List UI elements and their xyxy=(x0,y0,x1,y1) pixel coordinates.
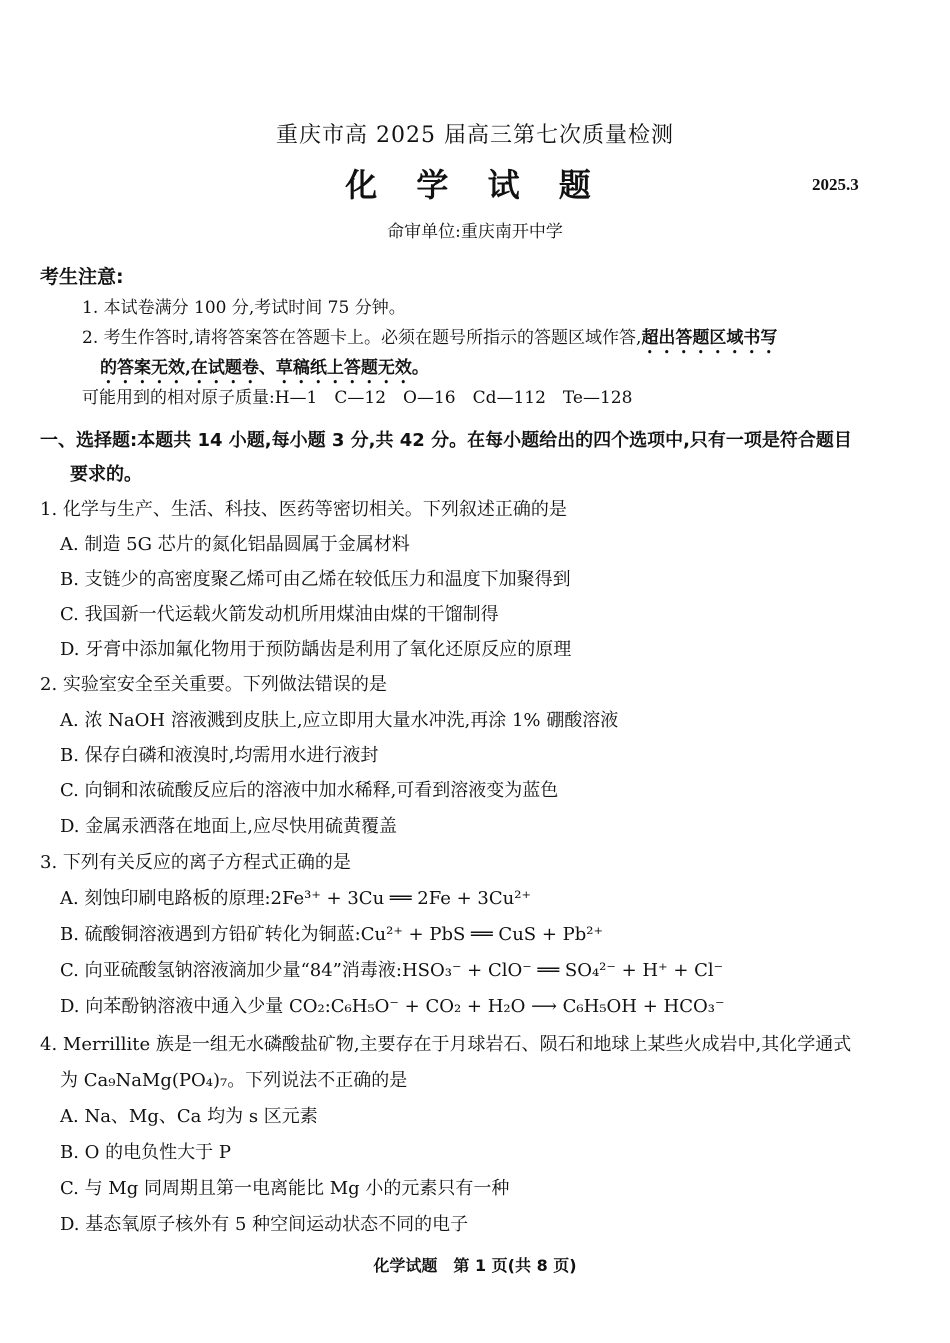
question-4-stem: 4. Merrillite 族是一组无水磷酸盐矿物,主要存在于月球岩石、陨石和地球上某些火成岩中,其化学通式 xyxy=(40,1034,852,1055)
notice-item-2-continued: 的答案无效,在试题卷、草稿纸上答题无效。 xyxy=(100,358,429,378)
notice-item-2-emphasis: 超出答题区域书写 xyxy=(641,328,778,348)
question-1-stem: 1. 化学与生产、生活、科技、医药等密切相关。下列叙述正确的是 xyxy=(40,499,567,520)
question-2-option-c: C. 向铜和浓硫酸反应后的溶液中加水稀释,可看到溶液变为蓝色 xyxy=(60,780,559,801)
question-2-stem: 2. 实验室安全至关重要。下列做法错误的是 xyxy=(40,674,387,695)
atomic-masses: 可能用到的相对原子质量:H—1 C—12 O—16 Cd—112 Te—128 xyxy=(82,388,633,408)
question-4-option-c: C. 与 Mg 同周期且第一电离能比 Mg 小的元素只有一种 xyxy=(60,1178,510,1199)
notice-item-2 xyxy=(82,327,777,358)
exam-header: 重庆市高 2025 届高三第七次质量检测 xyxy=(276,123,674,148)
exam-organizer: 命审单位:重庆南开中学 xyxy=(387,222,563,242)
page-footer: 化学试题 第 1 页(共 8 页) xyxy=(373,1256,577,1275)
question-3-stem: 3. 下列有关反应的离子方程式正确的是 xyxy=(40,852,351,873)
section-heading: 一、选择题:本题共 14 小题,每小题 3 分,共 42 分。在每小题给出的四个选项中,只有一项是符合题目 xyxy=(40,430,852,451)
question-1-option-c: C. 我国新一代运载火箭发动机所用煤油由煤的干馏制得 xyxy=(60,604,499,625)
question-2-option-b: B. 保存白磷和液溴时,均需用水进行液封 xyxy=(60,745,379,766)
question-4-option-d: D. 基态氧原子核外有 5 种空间运动状态不同的电子 xyxy=(60,1214,469,1235)
notice-heading: 考生注意: xyxy=(40,266,124,288)
question-4-option-a: A. Na、Mg、Ca 均为 s 区元素 xyxy=(60,1106,318,1127)
question-4-option-b: B. O 的电负性大于 P xyxy=(60,1142,231,1163)
question-3-option-c: C. 向亚硫酸氢钠溶液滴加少量“84”消毒液:HSO₃⁻ + ClO⁻ ══ SO₄²⁻ + H⁺ + Cl⁻ xyxy=(60,960,724,981)
question-3-option-d: D. 向苯酚钠溶液中通入少量 CO₂:C₆H₅O⁻ + CO₂ + H₂O ⟶ C₆H₅OH + HCO₃⁻ xyxy=(60,996,725,1017)
notice-item-1: 1. 本试卷满分 100 分,考试时间 75 分钟。 xyxy=(82,298,406,318)
question-1-option-a: A. 制造 5G 芯片的氮化铝晶圆属于金属材料 xyxy=(60,534,410,555)
notice-item-2-text: 2. 考生作答时,请将答案答在答题卡上。必须在题号所指示的答题区域作答, xyxy=(82,328,642,348)
question-3-option-b: B. 硫酸铜溶液遇到方铅矿转化为铜蓝:Cu²⁺ + PbS ══ CuS + Pb²⁺ xyxy=(60,924,603,945)
question-1-option-d: D. 牙膏中添加氟化物用于预防龋齿是利用了氧化还原反应的原理 xyxy=(60,639,572,660)
question-2-option-a: A. 浓 NaOH 溶液溅到皮肤上,应立即用大量水冲洗,再涂 1% 硼酸溶液 xyxy=(60,710,619,731)
question-2-option-d: D. 金属汞洒落在地面上,应尽快用硫黄覆盖 xyxy=(60,816,397,837)
question-3-option-a: A. 刻蚀印刷电路板的原理:2Fe³⁺ + 3Cu ══ 2Fe + 3Cu²⁺ xyxy=(60,888,531,909)
question-4-stem-continued: 为 Ca₉NaMg(PO₄)₇。下列说法不正确的是 xyxy=(60,1070,408,1091)
exam-title: 化 学 试 题 xyxy=(345,166,605,204)
exam-date: 2025.3 xyxy=(812,175,859,194)
section-heading-continued: 要求的。 xyxy=(70,464,142,485)
question-1-option-b: B. 支链少的高密度聚乙烯可由乙烯在较低压力和温度下加聚得到 xyxy=(60,569,571,590)
